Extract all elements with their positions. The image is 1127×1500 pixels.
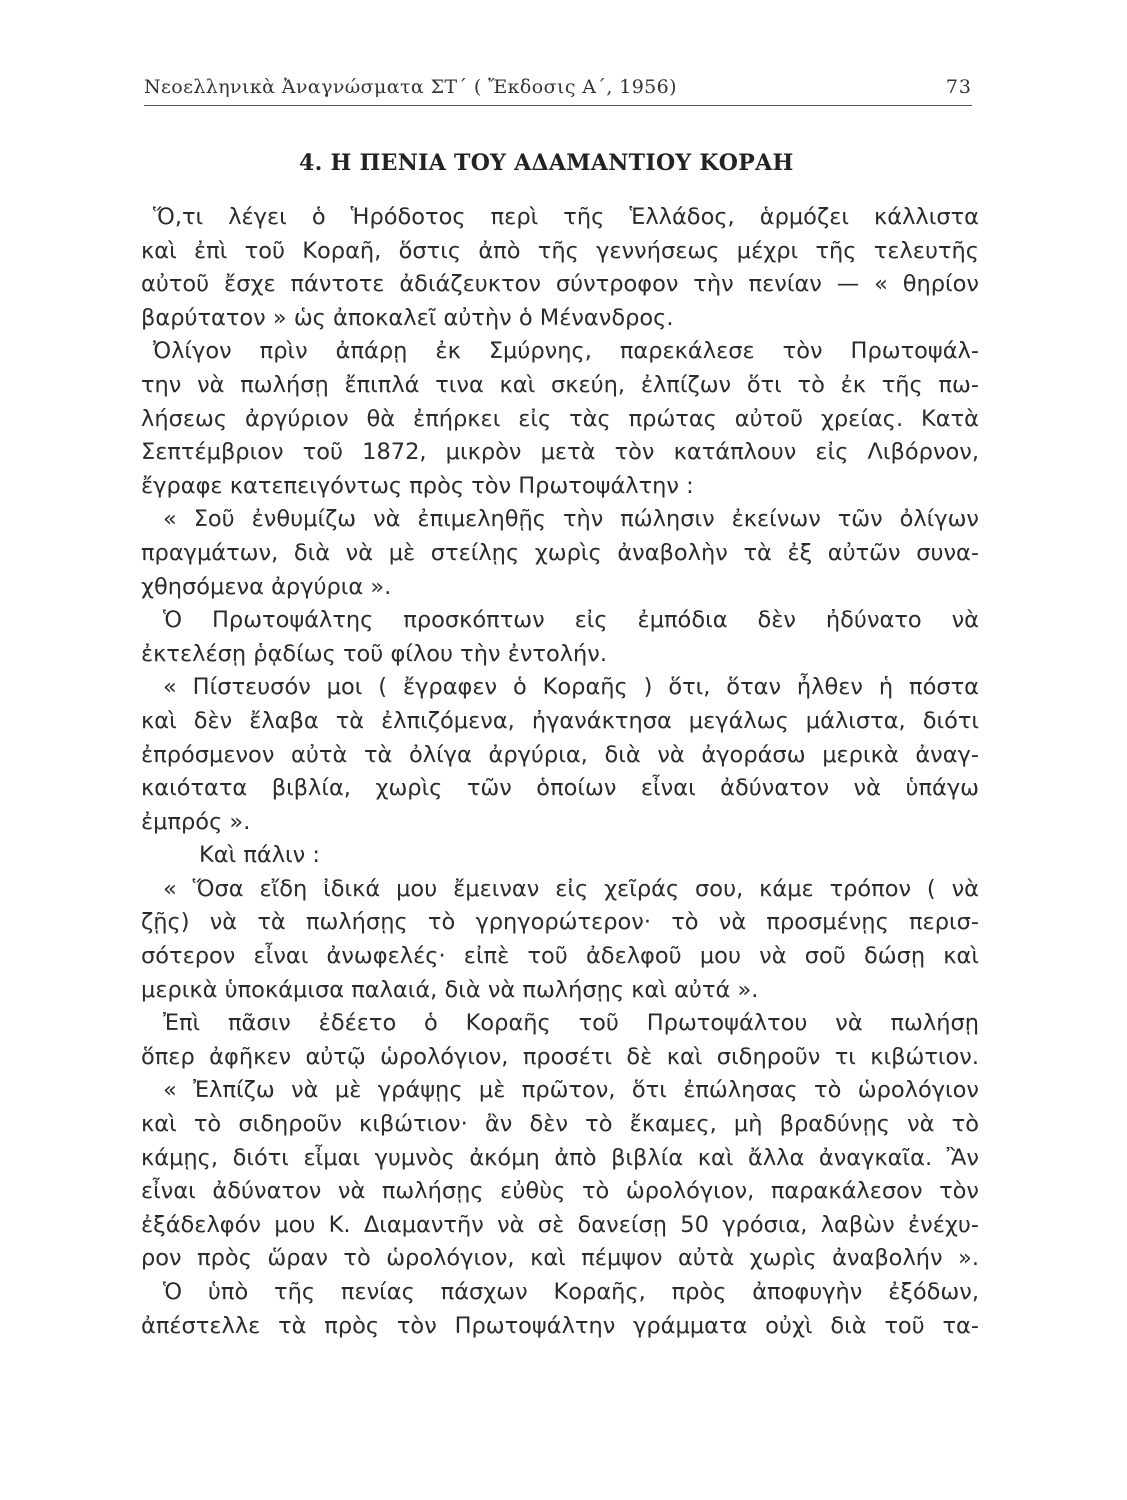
text-line: ἐμπρός ».	[141, 808, 251, 835]
text-line: καὶ δὲν ἔλαβα τὰ ἐλπιζόμενα, ἠγανάκτησα μεγάλως μάλιστα, διότι	[141, 707, 979, 734]
text-line: πραγμάτων, διὰ νὰ μὲ στείλῃς χωρὶς ἀναβολὴν τὰ ἐξ αὐτῶν συνα-	[141, 539, 979, 566]
running-header	[144, 72, 972, 102]
text-line: μερικὰ ὑποκάμισα παλαιά, διὰ νὰ πωλήσῃς καὶ αὐτά ».	[141, 976, 759, 1003]
text-line: Σεπτέμβριον τοῦ 1872, μικρὸν μετὰ τὸν κατάπλουν εἰς Λιβόρνον,	[141, 439, 979, 466]
running-header-title: Νεοελληνικὰ Ἀναγνώσματα ΣΤ΄ ( Ἔκδοσις Α΄, 1956)	[144, 76, 677, 98]
header-rule	[144, 105, 972, 106]
text-line: Ἐπὶ πᾶσιν ἐδέετο ὁ Κοραῆς τοῦ Πρωτοψάλτου νὰ πωλήσῃ	[163, 1010, 979, 1037]
page-number: 73	[945, 76, 972, 98]
text-line: καὶ ἐπὶ τοῦ Κοραῆ, ὅστις ἀπὸ τῆς γεννήσεως μέχρι τῆς τελευτῆς	[141, 237, 979, 264]
text-line: « Ὅσα εἴδη ἰδικά μου ἔμειναν εἰς χεῖράς σου, κάμε τρόπον ( νὰ	[163, 875, 979, 902]
text-line: ρον πρὸς ὥραν τὸ ὡρολόγιον, καὶ πέμψον αὐτὰ χωρὶς ἀναβολήν ».	[141, 1245, 979, 1272]
text-line: « Πίστευσόν μοι ( ἔγραφεν ὁ Κοραῆς ) ὅτι, ὅταν ἦλθεν ἡ πόστα	[163, 674, 979, 701]
text-line: Ὅ,τι λέγει ὁ Ἡρόδοτος περὶ τῆς Ἑλλάδος, ἁρμόζει κάλλιστα	[153, 204, 979, 230]
body-text	[141, 201, 979, 1343]
text-line: ζῇς) νὰ τὰ πωλήσῃς τὸ γρηγορώτερον· τὸ νὰ προσμένῃς περισ-	[141, 909, 979, 936]
text-line: καὶ τὸ σιδηροῦν κιβώτιον· ἂν δὲν τὸ ἔκαμες, μὴ βραδύνῃς νὰ τὸ	[141, 1111, 979, 1138]
text-line: αὐτοῦ ἔσχε πάντοτε ἀδιάζευκτον σύντροφον τὴν πενίαν — « θηρίον	[141, 271, 979, 298]
text-line: σότερον εἶναι ἀνωφελές· εἰπὲ τοῦ ἀδελφοῦ μου νὰ σοῦ δώσῃ καὶ	[141, 943, 979, 970]
text-line: ἐκτελέσῃ ῥᾳδίως τοῦ φίλου τὴν ἐντολήν.	[141, 640, 608, 667]
text-line: « Σοῦ ἐνθυμίζω νὰ ἐπιμεληθῇς τὴν πώλησιν ἐκείνων τῶν ὀλίγων	[163, 506, 979, 533]
text-line: βαρύτατον » ὡς ἀποκαλεῖ αὐτὴν ὁ Μένανδρος.	[141, 304, 674, 331]
text-line: Ὀλίγον πρὶν ἀπάρῃ ἐκ Σμύρνης, παρεκάλεσε τὸν Πρωτοψάλ-	[153, 338, 979, 365]
text-line: κάμῃς, διότι εἶμαι γυμνὸς ἀκόμη ἀπὸ βιβλία καὶ ἄλλα ἀναγκαῖα. Ἂν	[141, 1144, 979, 1171]
text-line: ἐξάδελφόν μου Κ. Διαμαντῆν νὰ σὲ δανείσῃ 50 γρόσια, λαβὼν ἐνέχυ-	[141, 1211, 979, 1238]
text-line: Καὶ πάλιν :	[199, 842, 320, 869]
text-line: την νὰ πωλήσῃ ἔπιπλά τινα καὶ σκεύη, ἐλπίζων ὅτι τὸ ἐκ τῆς πω-	[141, 371, 979, 398]
text-line: ὅπερ ἀφῆκεν αὐτῷ ὡρολόγιον, προσέτι δὲ καὶ σιδηροῦν τι κιβώτιον.	[141, 1043, 979, 1070]
text-line: ἐπρόσμενον αὐτὰ τὰ ὀλίγα ἀργύρια, διὰ νὰ ἀγοράσω μερικὰ ἀναγ-	[141, 741, 979, 768]
text-line: Ὁ ὑπὸ τῆς πενίας πάσχων Κοραῆς, πρὸς ἀποφυγὴν ἐξόδων,	[163, 1279, 979, 1305]
chapter-title: 4. Η ΠΕΝΙΑ ΤΟΥ ΑΔΑΜΑΝΤΙΟΥ ΚΟΡΑΗ	[299, 150, 794, 176]
text-line: εἶναι ἀδύνατον νὰ πωλήσῃς εὐθὺς τὸ ὡρολόγιον, παρακάλεσον τὸν	[141, 1178, 979, 1205]
text-line: καιότατα βιβλία, χωρὶς τῶν ὁποίων εἶναι ἀδύνατον νὰ ὑπάγω	[141, 775, 979, 802]
text-line: χθησόμενα ἀργύρια ».	[141, 573, 392, 600]
text-line: ἀπέστελλε τὰ πρὸς τὸν Πρωτοψάλτην γράμματα οὐχὶ διὰ τοῦ τα-	[141, 1312, 979, 1339]
text-line: λήσεως ἀργύριον θὰ ἐπήρκει εἰς τὰς πρώτας αὐτοῦ χρείας. Κατὰ	[141, 405, 979, 432]
text-line: « Ἐλπίζω νὰ μὲ γράψῃς μὲ πρῶτον, ὅτι ἐπώλησας τὸ ὡρολόγιον	[163, 1077, 979, 1104]
text-line: Ὁ Πρωτοψάλτης προσκόπτων εἰς ἐμπόδια δὲν ἠδύνατο νὰ	[163, 607, 979, 634]
text-line: ἔγραφε κατεπειγόντως πρὸς τὸν Πρωτοψάλτην :	[141, 472, 694, 499]
